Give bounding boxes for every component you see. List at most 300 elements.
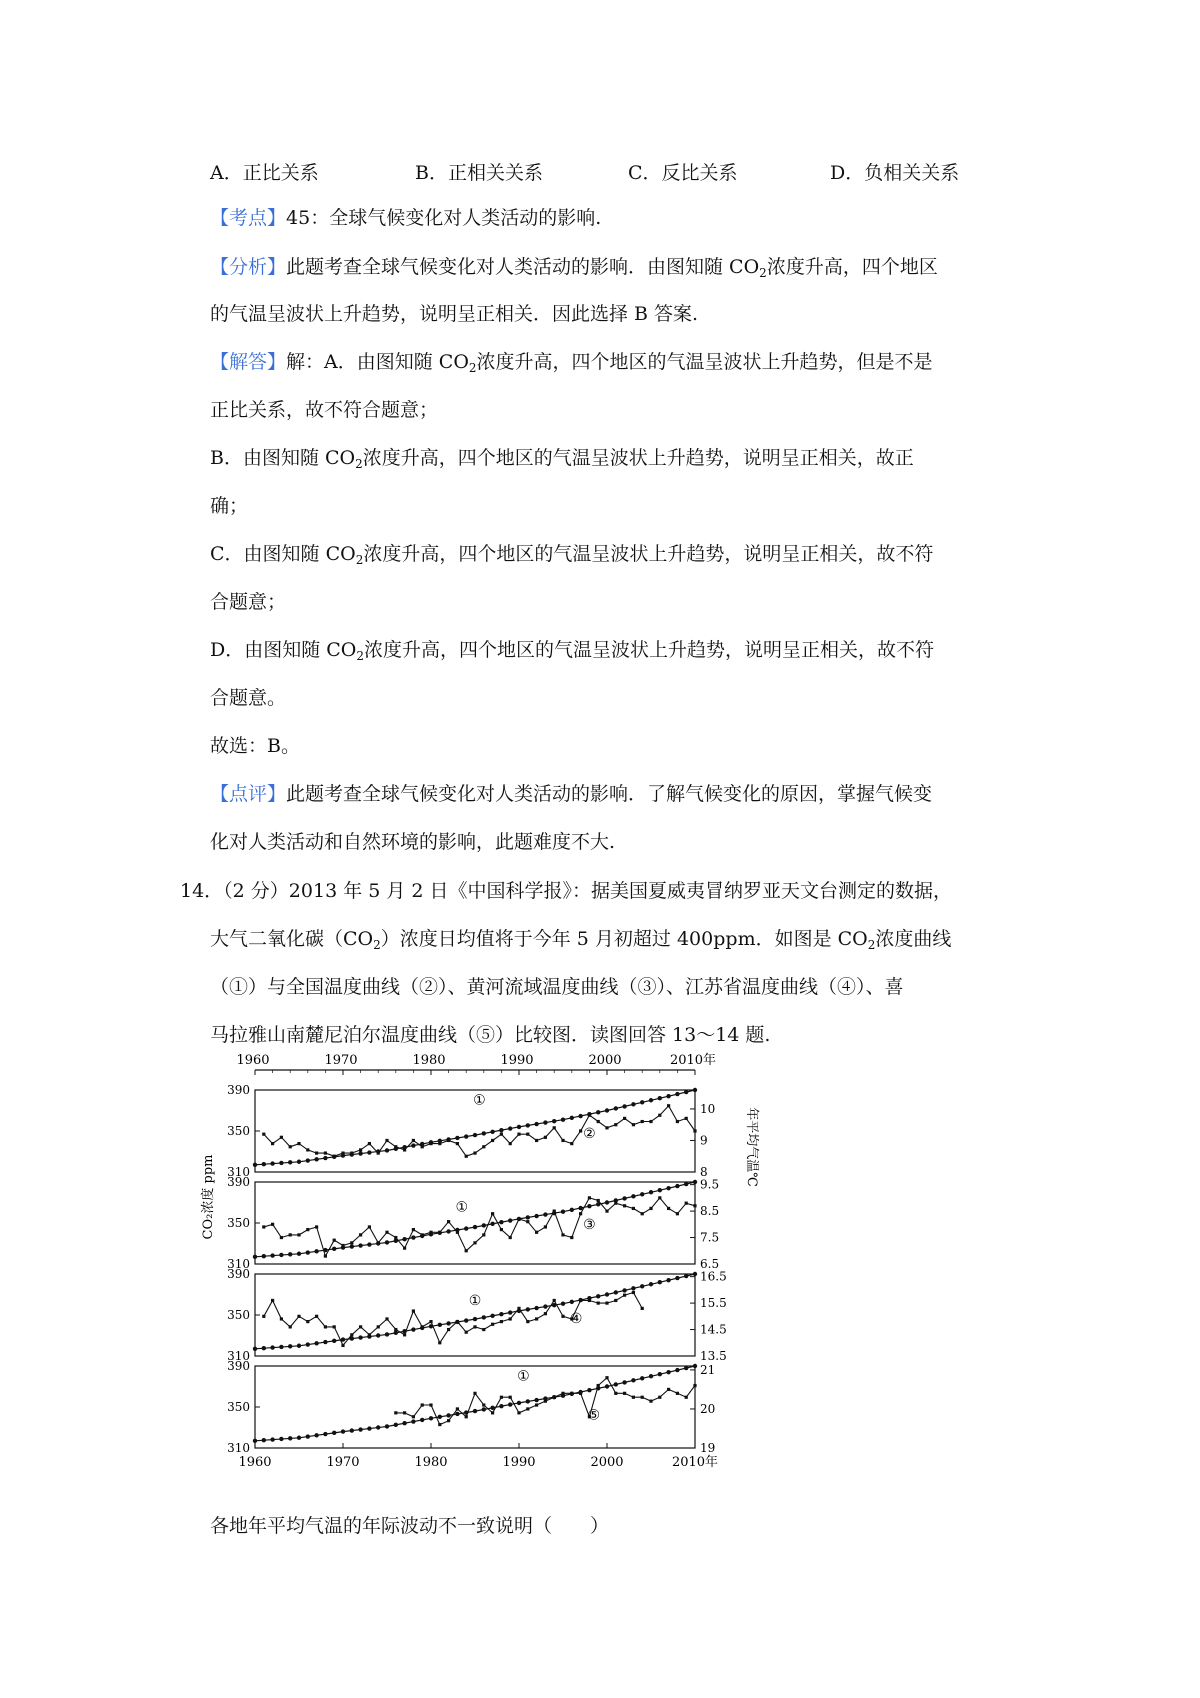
temperature-point <box>685 1117 688 1120</box>
co2-point <box>596 1110 600 1114</box>
co2-point <box>253 1439 257 1443</box>
co2-point <box>526 1215 530 1219</box>
co2-point <box>666 1094 670 1098</box>
co2-point <box>508 1126 512 1130</box>
temperature-point <box>297 1233 300 1236</box>
temperature-point <box>667 1388 670 1391</box>
co2-point <box>270 1253 274 1257</box>
co2-point <box>358 1427 362 1431</box>
co2-point <box>614 1290 618 1294</box>
temperature-point <box>306 1320 309 1323</box>
co2-tick-label: 310 <box>227 1257 250 1271</box>
temperature-point <box>579 1392 582 1395</box>
temperature-point <box>482 1328 485 1331</box>
temperature-point <box>403 1333 406 1336</box>
co2-point <box>350 1244 354 1248</box>
co2-point <box>385 1332 389 1336</box>
co2-point <box>438 1323 442 1327</box>
temperature-point <box>509 1317 512 1320</box>
temperature-point <box>306 1228 309 1231</box>
jieda-b-line-2: 确； <box>210 495 249 517</box>
co2-point <box>631 1194 635 1198</box>
co2-point <box>253 1163 257 1167</box>
temperature-point <box>526 1220 529 1223</box>
temperature-point <box>333 1239 336 1242</box>
co2-point <box>666 1370 670 1374</box>
co2-point <box>253 1347 257 1351</box>
co2-point <box>482 1223 486 1227</box>
temperature-point <box>579 1299 582 1302</box>
temperature-point <box>438 1142 441 1145</box>
temperature-point <box>482 1403 485 1406</box>
temperature-point <box>623 1117 626 1120</box>
co2-point <box>376 1425 380 1429</box>
temperature-point <box>561 1315 564 1318</box>
co2-point <box>306 1158 310 1162</box>
temperature-point <box>544 1400 547 1403</box>
temperature-point <box>491 1323 494 1326</box>
temperature-point <box>315 1315 318 1318</box>
bottom-axis-label: 1990 <box>502 1455 536 1470</box>
temperature-point <box>570 1236 573 1239</box>
temp-tick-label: 14.5 <box>700 1322 727 1337</box>
subscript: 2 <box>373 938 381 952</box>
temp-tick-label: 9.5 <box>700 1177 720 1192</box>
co2-point <box>402 1237 406 1241</box>
co2-point <box>314 1341 318 1345</box>
co2-point <box>297 1344 301 1348</box>
co2-point <box>675 1092 679 1096</box>
temperature-point <box>421 1403 424 1406</box>
temperature-point <box>368 1142 371 1145</box>
co2-point <box>446 1321 450 1325</box>
co2-point <box>323 1340 327 1344</box>
co2-point <box>561 1302 565 1306</box>
co2-point <box>323 1156 327 1160</box>
co2-point <box>605 1384 609 1388</box>
co2-tick-label: 350 <box>227 1400 250 1414</box>
co2-point <box>631 1102 635 1106</box>
temperature-point <box>667 1104 670 1107</box>
top-axis-label: 1960 <box>236 1053 270 1068</box>
temperature-point <box>465 1249 468 1252</box>
jieda-line-2: 正比关系，故不符合题意； <box>210 399 439 421</box>
kaodian-line <box>210 206 601 230</box>
temperature-point <box>649 1120 652 1123</box>
fenxi-line-1 <box>210 255 938 285</box>
co2-point <box>279 1161 283 1165</box>
jieda-text-a: 解：A．由图知随 CO <box>286 351 469 373</box>
co2-point <box>543 1120 547 1124</box>
co2-point <box>332 1339 336 1343</box>
co2-point <box>693 1364 697 1368</box>
temperature-point <box>456 1320 459 1323</box>
co2-point <box>270 1437 274 1441</box>
co2-point <box>640 1192 644 1196</box>
co2-point <box>490 1222 494 1226</box>
temperature-point <box>359 1233 362 1236</box>
dianping-line-2: 化对人类活动和自然环境的影响，此题难度不大. <box>210 831 616 853</box>
co2-point <box>279 1253 283 1257</box>
dianping-tag: 【点评】 <box>210 783 287 805</box>
temperature-point <box>667 1207 670 1210</box>
bottom-axis-label: 1970 <box>326 1455 360 1470</box>
co2-point <box>367 1150 371 1154</box>
dianping-text: 此题考查全球气候变化对人类活动的影响．了解气候变化的原因，掌握气候变 <box>286 783 933 805</box>
co2-series-label: ① <box>468 1292 482 1309</box>
co2-point <box>394 1423 398 1427</box>
temperature-point <box>377 1241 380 1244</box>
jieda-line-1 <box>210 350 933 380</box>
co2-point <box>534 1398 538 1402</box>
co2-point <box>262 1254 266 1258</box>
temperature-point <box>271 1223 274 1226</box>
temperature-point <box>597 1120 600 1123</box>
temperature-point <box>368 1225 371 1228</box>
co2-point <box>490 1130 494 1134</box>
co2-point <box>684 1366 688 1370</box>
co2-point <box>262 1438 266 1442</box>
temperature-point <box>685 1396 688 1399</box>
jieda-b-text-a: B．由图知随 CO <box>210 447 356 469</box>
temperature-point <box>676 1392 679 1395</box>
co2-point <box>332 1431 336 1435</box>
fenxi-line-2: 的气温呈波状上升趋势，说明呈正相关．因此选择 B 答案. <box>210 303 699 325</box>
temperature-point <box>421 1145 424 1148</box>
co2-point <box>306 1250 310 1254</box>
temperature-series-label: ④ <box>569 1311 583 1328</box>
temperature-point <box>597 1199 600 1202</box>
co2-point <box>376 1333 380 1337</box>
co2-point <box>288 1436 292 1440</box>
co2-point <box>693 1180 697 1184</box>
temperature-point <box>491 1212 494 1215</box>
temperature-point <box>262 1133 265 1136</box>
subscript: 2 <box>759 266 767 280</box>
co2-point <box>473 1225 477 1229</box>
co2-point <box>587 1204 591 1208</box>
temperature-point <box>535 1317 538 1320</box>
temperature-point <box>526 1407 529 1410</box>
temperature-point <box>465 1155 468 1158</box>
temperature-point <box>561 1233 564 1236</box>
temperature-point <box>526 1320 529 1323</box>
co2-point <box>640 1100 644 1104</box>
co2-point <box>455 1136 459 1140</box>
bottom-axis-label: 1980 <box>414 1455 448 1470</box>
subscript: 2 <box>355 553 364 567</box>
temp-tick-label: 19 <box>700 1441 716 1455</box>
q14-line-2 <box>210 927 951 957</box>
co2-point <box>464 1226 468 1230</box>
co2-point <box>534 1122 538 1126</box>
co2-point <box>288 1252 292 1256</box>
temperature-point <box>341 1151 344 1154</box>
co2-point <box>490 1314 494 1318</box>
temperature-point <box>289 1145 292 1148</box>
co2-point <box>543 1304 547 1308</box>
temperature-point <box>421 1325 424 1328</box>
co2-point <box>270 1161 274 1165</box>
temperature-point <box>297 1142 300 1145</box>
temperature-point <box>350 1151 353 1154</box>
subscript: 2 <box>355 457 363 471</box>
co2-point <box>517 1125 521 1129</box>
co2-point <box>570 1116 574 1120</box>
co2-point <box>631 1378 635 1382</box>
co2-point <box>279 1437 283 1441</box>
temperature-point <box>473 1241 476 1244</box>
bottom-axis-label: 1960 <box>238 1455 272 1470</box>
temperature-point <box>465 1415 468 1418</box>
temperature-point <box>614 1123 617 1126</box>
option-b: B．正相关关系 <box>415 162 543 184</box>
co2-point <box>526 1307 530 1311</box>
temperature-point <box>544 1312 547 1315</box>
temp-tick-label: 8 <box>700 1165 708 1179</box>
temperature-point <box>429 1403 432 1406</box>
co2-point <box>253 1255 257 1259</box>
temp-tick-label: 10 <box>700 1101 716 1116</box>
co2-point <box>482 1407 486 1411</box>
temperature-point <box>632 1207 635 1210</box>
left-axis-title: CO₂浓度 ppm <box>201 1154 216 1240</box>
co2-point <box>446 1413 450 1417</box>
co2-point <box>411 1327 415 1331</box>
co2-point <box>297 1436 301 1440</box>
temperature-point <box>350 1241 353 1244</box>
co2-point <box>534 1306 538 1310</box>
co2-tick-label: 310 <box>227 1165 250 1179</box>
co2-point <box>455 1412 459 1416</box>
co2-point <box>358 1335 362 1339</box>
co2-point <box>508 1218 512 1222</box>
co2-point <box>543 1212 547 1216</box>
temperature-line <box>264 1106 695 1156</box>
temperature-point <box>306 1148 309 1151</box>
co2-point <box>473 1133 477 1137</box>
co2-point <box>411 1143 415 1147</box>
temperature-point <box>693 1129 696 1132</box>
temperature-series-label: ⑤ <box>587 1407 601 1424</box>
jieda-d-text-a: D．由图知随 CO <box>210 639 357 661</box>
jieda-c-text-a: C．由图知随 CO <box>210 543 356 565</box>
q14-line-3: （①）与全国温度曲线（②）、黄河流域温度曲线（③）、江苏省温度曲线（④）、喜 <box>210 976 904 998</box>
co2-point <box>297 1160 301 1164</box>
co2-tick-label: 350 <box>227 1216 250 1230</box>
co2-point <box>314 1433 318 1437</box>
temperature-point <box>588 1299 591 1302</box>
temp-tick-label: 9 <box>700 1133 708 1148</box>
temperature-point <box>685 1202 688 1205</box>
temperature-point <box>693 1384 696 1387</box>
co2-point <box>323 1432 327 1436</box>
jieda-d-text-b: 浓度升高，四个地区的气温呈波状上升趋势，说明呈正相关，故不符 <box>364 639 935 661</box>
temperature-point <box>341 1344 344 1347</box>
temperature-point <box>597 1301 600 1304</box>
option-a: A．正比关系 <box>210 162 319 184</box>
co2-point <box>306 1342 310 1346</box>
co2-tick-label: 310 <box>227 1441 250 1455</box>
temperature-point <box>579 1212 582 1215</box>
temperature-point <box>385 1231 388 1234</box>
top-axis-label: 1980 <box>412 1053 446 1068</box>
temperature-line <box>264 1293 642 1346</box>
temperature-point <box>535 1139 538 1142</box>
temperature-point <box>350 1333 353 1336</box>
co2-point <box>464 1318 468 1322</box>
kaodian-tag: 【考点】 <box>210 207 287 229</box>
co2-point <box>429 1416 433 1420</box>
jieda-tag: 【解答】 <box>210 351 287 373</box>
temperature-point <box>658 1196 661 1199</box>
fenxi-text-b: 浓度升高，四个地区 <box>766 256 938 278</box>
temperature-point <box>500 1133 503 1136</box>
temperature-point <box>517 1307 520 1310</box>
temperature-point <box>544 1225 547 1228</box>
option-c: C．反比关系 <box>628 162 738 184</box>
temperature-point <box>429 1320 432 1323</box>
temperature-point <box>289 1233 292 1236</box>
co2-point <box>526 1399 530 1403</box>
temperature-point <box>535 1231 538 1234</box>
jieda-d-line-1 <box>210 638 934 668</box>
temperature-point <box>421 1233 424 1236</box>
temperature-point <box>403 1148 406 1151</box>
temperature-point <box>658 1396 661 1399</box>
co2-point <box>464 1134 468 1138</box>
temperature-point <box>614 1202 617 1205</box>
temperature-point <box>535 1403 538 1406</box>
co2-point <box>314 1157 318 1161</box>
co2-tick-label: 310 <box>227 1349 250 1363</box>
panel-frame <box>255 1274 695 1356</box>
co2-point <box>297 1252 301 1256</box>
temperature-point <box>359 1148 362 1151</box>
panel-frame <box>255 1182 695 1264</box>
co2-point <box>288 1344 292 1348</box>
co2-point <box>614 1382 618 1386</box>
co2-point <box>693 1088 697 1092</box>
co2-line <box>255 1182 695 1257</box>
temperature-point <box>641 1396 644 1399</box>
co2-point <box>358 1243 362 1247</box>
temperature-point <box>553 1299 556 1302</box>
temperature-point <box>509 1396 512 1399</box>
co2-point <box>526 1123 530 1127</box>
temperature-point <box>517 1217 520 1220</box>
right-axis-title: 年平均气温℃ <box>744 1107 759 1187</box>
temperature-point <box>605 1376 608 1379</box>
co2-point <box>605 1200 609 1204</box>
temperature-point <box>632 1396 635 1399</box>
temperature-point <box>553 1396 556 1399</box>
temperature-point <box>429 1142 432 1145</box>
temperature-point <box>482 1145 485 1148</box>
temperature-point <box>280 1317 283 1320</box>
jieda-text-b: 浓度升高，四个地区的气温呈波状上升趋势，但是不是 <box>476 351 933 373</box>
co2-point <box>367 1426 371 1430</box>
temperature-point <box>649 1400 652 1403</box>
co2-point <box>508 1402 512 1406</box>
temperature-point <box>561 1392 564 1395</box>
temperature-point <box>570 1142 573 1145</box>
temperature-point <box>456 1142 459 1145</box>
co2-point <box>262 1162 266 1166</box>
co2-point <box>622 1196 626 1200</box>
temperature-point <box>271 1142 274 1145</box>
co2-point <box>499 1220 503 1224</box>
jieda-c-text-b: 浓度升高，四个地区的气温呈波状上升趋势，说明呈正相关，故不符 <box>363 543 934 565</box>
temperature-point <box>289 1325 292 1328</box>
temperature-point <box>280 1136 283 1139</box>
temperature-point <box>553 1126 556 1129</box>
question-line: 各地年平均气温的年际波动不一致说明（ ） <box>210 1515 610 1537</box>
temperature-point <box>544 1136 547 1139</box>
temperature-point <box>456 1407 459 1410</box>
temperature-point <box>429 1231 432 1234</box>
co2-point <box>262 1346 266 1350</box>
co2-point <box>561 1210 565 1214</box>
co2-point <box>640 1284 644 1288</box>
temperature-series-label: ③ <box>583 1217 596 1234</box>
jieda-c-line-2: 合题意； <box>210 591 287 613</box>
temp-tick-label: 6.5 <box>700 1257 720 1271</box>
temperature-point <box>676 1120 679 1123</box>
temp-tick-label: 20 <box>700 1401 716 1416</box>
temperature-point <box>394 1411 397 1414</box>
temperature-point <box>394 1145 397 1148</box>
temperature-point <box>368 1333 371 1336</box>
co2-point <box>622 1288 626 1292</box>
co2-point <box>605 1108 609 1112</box>
temperature-point <box>315 1225 318 1228</box>
temperature-point <box>394 1236 397 1239</box>
co2-point <box>385 1424 389 1428</box>
co2-point <box>385 1240 389 1244</box>
co2-point <box>640 1376 644 1380</box>
co2-point <box>411 1419 415 1423</box>
co2-point <box>420 1418 424 1422</box>
temp-tick-label: 16.5 <box>700 1269 727 1284</box>
temperature-point <box>641 1120 644 1123</box>
temperature-point <box>341 1244 344 1247</box>
temperature-point <box>324 1325 327 1328</box>
co2-tick-label: 390 <box>227 1083 250 1097</box>
temperature-point <box>605 1209 608 1212</box>
temperature-point <box>676 1212 679 1215</box>
temperature-point <box>509 1236 512 1239</box>
temperature-point <box>579 1129 582 1132</box>
co2-point <box>306 1434 310 1438</box>
co2-point <box>570 1208 574 1212</box>
panel-frame <box>255 1366 695 1448</box>
temperature-point <box>588 1196 591 1199</box>
co2-tick-label: 390 <box>227 1267 250 1281</box>
dianping-line-1 <box>210 782 932 806</box>
co2-point <box>666 1278 670 1282</box>
co2-point <box>658 1096 662 1100</box>
temperature-point <box>473 1151 476 1154</box>
co2-line <box>255 1274 695 1349</box>
co2-point <box>649 1098 653 1102</box>
temperature-point <box>297 1315 300 1318</box>
co2-point <box>622 1380 626 1384</box>
temperature-series-label: ② <box>583 1126 596 1143</box>
co2-point <box>534 1214 538 1218</box>
temperature-point <box>658 1114 661 1117</box>
temperature-point <box>377 1151 380 1154</box>
